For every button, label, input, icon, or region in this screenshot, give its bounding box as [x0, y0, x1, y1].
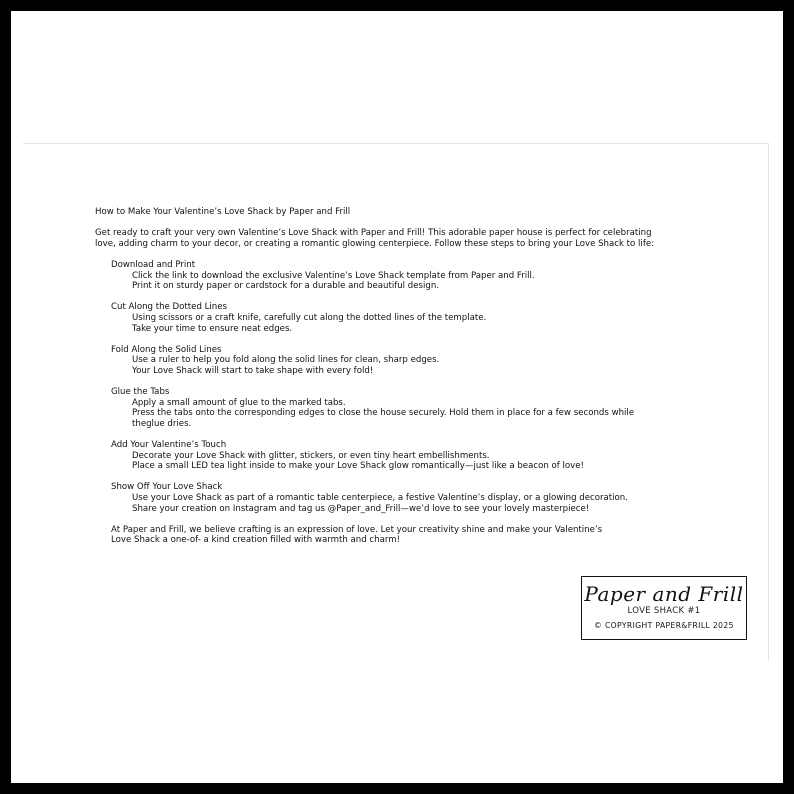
- step-cut-dotted-lines: [111, 302, 695, 334]
- step-line: Click the link to download the exclusive Valentine’s Love Shack template from Paper and Frill.: [132, 270, 535, 281]
- step-line: Your Love Shack will start to take shape with every fold!: [132, 365, 374, 376]
- step-heading: Download and Print: [111, 259, 196, 270]
- step-valentines-touch: [111, 440, 695, 472]
- step-line: theglue dries.: [132, 418, 192, 429]
- brand-label-box: [581, 576, 747, 640]
- instructions-document: [95, 207, 695, 546]
- step-line: Print it on sturdy paper or cardstock for a durable and beautiful design.: [132, 281, 440, 292]
- step-line: Use your Love Shack as part of a romantic table centerpiece, a festive Valentine’s display, or a glowing decoration.: [132, 493, 628, 504]
- step-line: Using scissors or a craft knife, carefully cut along the dotted lines of the template.: [132, 312, 487, 323]
- step-heading: Show Off Your Love Shack: [111, 482, 223, 493]
- step-line: Place a small LED tea light inside to make your Love Shack glow romantically—just like a beacon of love!: [132, 461, 584, 472]
- step-glue-tabs: [111, 387, 695, 429]
- brand-subtitle: LOVE SHACK #1: [627, 606, 701, 616]
- closing-paragraph: [111, 525, 695, 546]
- step-heading: Cut Along the Dotted Lines: [111, 302, 228, 313]
- step-line: Apply a small amount of glue to the marked tabs.: [132, 397, 346, 408]
- brand-logo-text: Paper and Frill: [584, 582, 744, 606]
- closing-line: At Paper and Frill, we believe crafting is an expression of love. Let your creativity shine and make your Valentine’s: [111, 524, 603, 535]
- intro-line: love, adding charm to your decor, or creating a romantic glowing centerpiece. Follow these steps to bring your Love Shack to life:: [95, 238, 655, 249]
- step-fold-solid-lines: [111, 345, 695, 377]
- step-heading: Add Your Valentine’s Touch: [111, 440, 227, 451]
- step-show-off: [111, 482, 695, 514]
- step-heading: Fold Along the Solid Lines: [111, 344, 222, 355]
- step-download-and-print: [111, 260, 695, 292]
- step-line: Decorate your Love Shack with glitter, stickers, or even tiny heart embellishments.: [132, 450, 490, 461]
- closing-line: Love Shack a one-of- a kind creation filled with warmth and charm!: [111, 535, 401, 546]
- step-line: Share your creation on Instagram and tag us @Paper_and_Frill—we’d love to see your lovely masterpiece!: [132, 503, 590, 514]
- intro-paragraph: [95, 228, 695, 249]
- copyright-notice: © COPYRIGHT PAPER&FRILL 2025: [594, 621, 734, 630]
- document-title: How to Make Your Valentine’s Love Shack by Paper and Frill: [95, 207, 351, 217]
- step-line: Take your time to ensure neat edges.: [132, 323, 293, 334]
- page-frame: [11, 11, 783, 783]
- step-line: Use a ruler to help you fold along the solid lines for clean, sharp edges.: [132, 355, 440, 366]
- step-line: Press the tabs onto the corresponding edges to close the house securely. Hold them in place for a few seconds while: [132, 408, 635, 419]
- step-heading: Glue the Tabs: [111, 387, 170, 398]
- intro-line: Get ready to craft your very own Valentine’s Love Shack with Paper and Frill! This adorable paper house is perfect for celebrating: [95, 228, 652, 239]
